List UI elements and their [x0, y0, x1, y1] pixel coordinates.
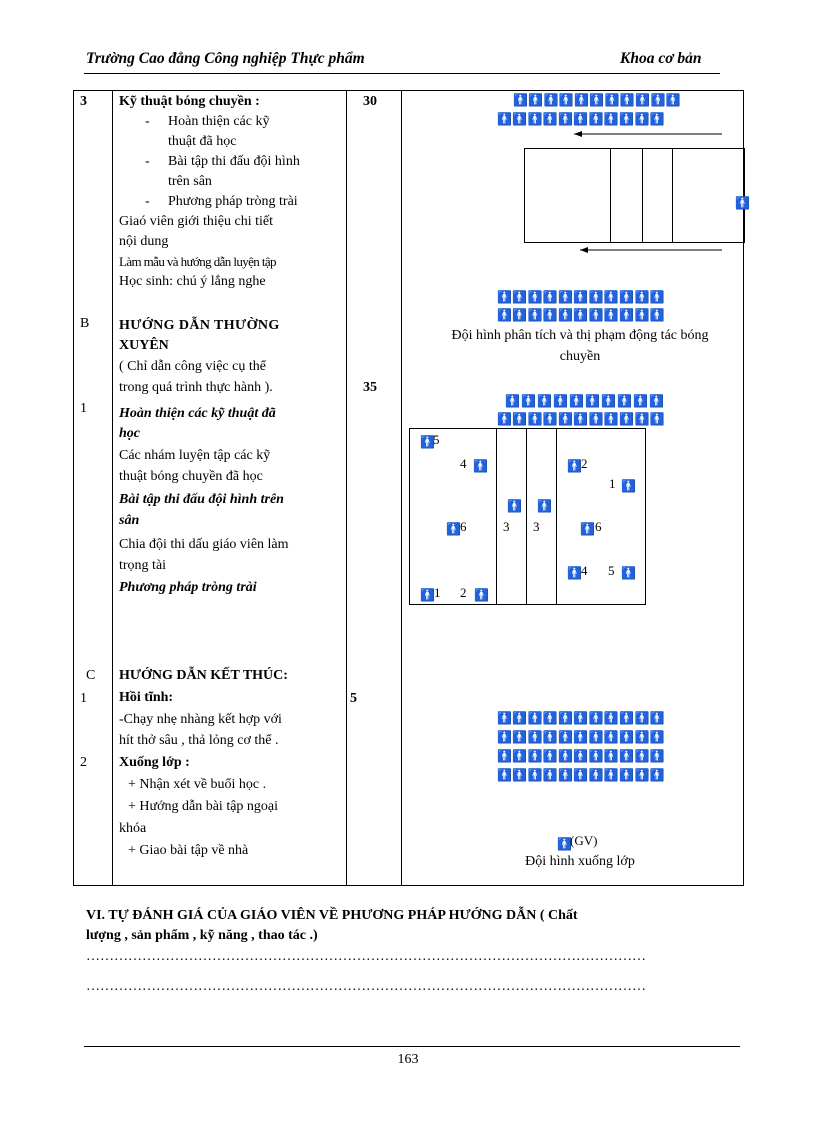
person-icon: 🚹	[497, 711, 512, 725]
person-icon: 🚹	[543, 93, 559, 107]
position-number: 1	[609, 476, 616, 491]
table-divider	[112, 91, 113, 885]
text-line: + Hướng dẫn bài tập ngoại	[128, 799, 279, 814]
row-number: 1	[80, 401, 87, 416]
person-icon: 🚹	[649, 749, 665, 763]
person-icon: 🚹	[649, 711, 665, 725]
person-icon: 🚹	[569, 394, 584, 408]
diagram-caption: Đội hình phân tích và thị phạm động tác bóng	[451, 328, 709, 343]
page-number: 163	[397, 1052, 419, 1067]
person-icon: 🚹	[634, 711, 650, 725]
person-icon: 🚹	[497, 749, 512, 763]
time-value: 5	[350, 691, 357, 706]
person-icon: 🚹	[521, 394, 536, 408]
section-title: Kỹ thuật bóng chuyền :	[119, 94, 260, 109]
person-icon: 🚹	[512, 112, 528, 126]
person-icon: 🚹	[634, 412, 650, 426]
person-icon: 🚹	[542, 730, 558, 744]
person-icon: 🚹	[573, 112, 589, 126]
text-line: trong quá trình thực hành ).	[119, 380, 273, 395]
formation-row	[497, 291, 665, 305]
item-title: Bài tập thi đấu đội hình trên	[119, 492, 284, 507]
list-item: Phương pháp tròng trài	[168, 194, 298, 209]
person-icon: 🚹	[420, 588, 435, 602]
person-icon: 🚹	[527, 730, 543, 744]
teacher-label: (GV)	[570, 833, 598, 848]
list-item: trên sân	[168, 174, 212, 189]
footer-rule	[84, 1046, 740, 1047]
position-number: 2	[460, 585, 467, 600]
person-icon: 🚹	[588, 730, 604, 744]
dotted-line: …………………………………………………………………………………………………………	[86, 979, 646, 994]
person-icon: 🚹	[634, 768, 650, 782]
person-icon: 🚹	[537, 394, 552, 408]
person-icon: 🚹	[588, 768, 604, 782]
person-icon: 🚹	[619, 290, 635, 304]
text-line: -Chạy nhẹ nhàng kết hợp với	[119, 712, 282, 727]
person-icon: 🚹	[619, 308, 635, 322]
position-number: 2	[581, 456, 588, 471]
section-title: XUYÊN	[119, 338, 169, 353]
diagram-caption: chuyền	[559, 349, 601, 364]
person-icon: 🚹	[621, 566, 636, 580]
arrow-head	[574, 131, 582, 137]
person-icon: 🚹	[580, 522, 595, 536]
person-icon: 🚹	[603, 730, 619, 744]
position-number: 3	[533, 519, 540, 534]
section-heading: VI. TỰ ĐÁNH GIÁ CỦA GIÁO VIÊN VỀ PHƯƠNG PHÁP HƯỚNG DẪN ( Chất	[86, 908, 578, 923]
person-icon: 🚹	[527, 290, 543, 304]
text-line: thuật bóng chuyền đã học	[119, 469, 263, 484]
table-divider	[401, 91, 402, 885]
person-icon: 🚹	[513, 93, 528, 107]
person-icon: 🚹	[558, 412, 574, 426]
person-icon: 🚹	[507, 499, 522, 513]
text-line: khóa	[119, 821, 147, 836]
person-icon: 🚹	[527, 112, 543, 126]
person-icon: 🚹	[619, 749, 635, 763]
list-item: Bài tập thi đấu đội hình	[168, 154, 300, 169]
row-letter: B	[80, 316, 90, 331]
person-icon: 🚹	[542, 768, 558, 782]
row-number: 2	[80, 755, 87, 770]
text-line: trọng tài	[119, 558, 167, 573]
person-icon: 🚹	[634, 749, 650, 763]
person-icon: 🚹	[527, 412, 543, 426]
formation-row	[513, 94, 681, 108]
sub-title: Xuống lớp :	[119, 755, 190, 770]
person-icon: 🚹	[497, 768, 512, 782]
time-value: 35	[363, 380, 377, 395]
text-line: + Giao bài tập về nhà	[128, 843, 249, 858]
text-line: Làm mẫu và hướng dẫn luyện tập	[119, 254, 276, 269]
item-title: sân	[119, 513, 140, 528]
person-icon: 🚹	[585, 394, 600, 408]
person-icon: 🚹	[603, 749, 619, 763]
row-letter: C	[86, 668, 96, 683]
person-icon: 🚹	[512, 711, 528, 725]
person-icon: 🚹	[649, 290, 665, 304]
row-number: 3	[80, 94, 87, 109]
person-icon: 🚹	[558, 730, 574, 744]
person-icon: 🚹	[649, 412, 665, 426]
formation-row	[497, 309, 665, 323]
person-icon: 🚹	[619, 730, 635, 744]
bullet-dash: -	[145, 114, 150, 129]
person-icon: 🚹	[542, 308, 558, 322]
bullet-dash: -	[145, 194, 150, 209]
person-icon: 🚹	[567, 459, 582, 473]
person-icon: 🚹	[573, 768, 589, 782]
person-icon: 🚹	[558, 93, 574, 107]
person-icon: 🚹	[542, 112, 558, 126]
person-icon: 🚹	[635, 93, 651, 107]
person-icon: 🚹	[588, 308, 604, 322]
person-icon: 🚹	[650, 93, 666, 107]
person-icon: 🚹	[603, 290, 619, 304]
person-icon: 🚹	[527, 749, 543, 763]
person-icon: 🚹	[633, 394, 648, 408]
header-rule	[84, 73, 720, 74]
position-number: 5	[433, 432, 440, 447]
time-value: 30	[363, 94, 377, 109]
person-icon: 🚹	[588, 749, 604, 763]
person-icon: 🚹	[512, 308, 528, 322]
person-icon: 🚹	[497, 290, 512, 304]
diagram-caption: Đội hình xuống lớp	[525, 854, 635, 869]
position-number: 4	[460, 456, 467, 471]
person-icon: 🚹	[553, 394, 568, 408]
list-item: thuật đã học	[168, 134, 237, 149]
person-icon: 🚹	[512, 412, 528, 426]
person-icon: 🚹	[634, 290, 650, 304]
person-icon: 🚹	[573, 711, 589, 725]
person-icon: 🚹	[649, 730, 665, 744]
list-item: Hoàn thiện các kỹ	[168, 114, 270, 129]
person-icon: 🚹	[603, 308, 619, 322]
person-icon: 🚹	[558, 112, 574, 126]
row-number: 1	[80, 691, 87, 706]
person-icon: 🚹	[619, 711, 635, 725]
dotted-line: …………………………………………………………………………………………………………	[86, 949, 646, 964]
person-icon: 🚹	[649, 112, 665, 126]
person-icon: 🚹	[603, 768, 619, 782]
text-line: Giaó viên giới thiệu chi tiết	[119, 214, 273, 229]
table-divider	[346, 91, 347, 885]
text-line: + Nhận xét về buổi học .	[128, 777, 267, 792]
person-icon: 🚹	[573, 290, 589, 304]
person-icon: 🚹	[649, 308, 665, 322]
formation-row	[497, 712, 665, 726]
bullet-dash: -	[145, 154, 150, 169]
person-icon: 🚹	[512, 768, 528, 782]
person-icon: 🚹	[558, 308, 574, 322]
person-icon: 🚹	[474, 588, 489, 602]
person-icon: 🚹	[573, 749, 589, 763]
item-title: học	[119, 426, 140, 441]
position-number: 1	[434, 585, 441, 600]
formation-row	[497, 750, 665, 764]
teacher-icon: 🚹	[557, 837, 572, 851]
person-icon: 🚹	[567, 566, 582, 580]
formation-row	[505, 395, 665, 409]
section-title: HƯỚNG DẪN KẾT THÚC:	[119, 668, 288, 683]
text-line: Học sinh: chú ý lắng nghe	[119, 274, 266, 289]
person-icon: 🚹	[558, 749, 574, 763]
person-icon: 🚹	[619, 93, 635, 107]
text-line: hít thở sâu , thả lỏng cơ thể .	[119, 733, 279, 748]
item-title: Hoàn thiện các kỹ thuật đã	[119, 406, 276, 421]
item-title: Phương pháp tròng trài	[119, 580, 257, 595]
person-icon: 🚹	[634, 730, 650, 744]
text-line: ( Chỉ dẫn công việc cụ thể	[119, 359, 266, 374]
text-line: Chia đội thi dấu giáo viên làm	[119, 537, 289, 552]
position-number: 6	[460, 519, 467, 534]
person-icon: 🚹	[619, 112, 635, 126]
person-icon: 🚹	[589, 93, 605, 107]
person-icon: 🚹	[542, 412, 558, 426]
person-icon: 🚹	[603, 112, 619, 126]
position-number: 4	[581, 563, 588, 578]
person-icon: 🚹	[621, 479, 636, 493]
person-icon: 🚹	[527, 768, 543, 782]
position-number: 3	[503, 519, 510, 534]
person-icon: 🚹	[446, 522, 461, 536]
school-name: Trường Cao đẳng Công nghiệp Thực phẩm	[86, 50, 365, 67]
person-icon: 🚹	[573, 730, 589, 744]
person-icon: 🚹	[558, 711, 574, 725]
formation-row	[497, 113, 665, 127]
text-line: nội dung	[119, 234, 169, 249]
person-icon: 🚹	[588, 112, 604, 126]
person-icon: 🚹	[497, 412, 512, 426]
person-icon: 🚹	[497, 112, 512, 126]
person-icon: 🚹	[527, 308, 543, 322]
person-icon: 🚹	[497, 308, 512, 322]
person-icon: 🚹	[573, 308, 589, 322]
person-icon: 🚹	[505, 394, 520, 408]
person-icon: 🚹	[542, 749, 558, 763]
person-icon: 🚹	[542, 711, 558, 725]
person-icon: 🚹	[420, 435, 435, 449]
faculty-name: Khoa cơ bản	[620, 50, 702, 67]
person-icon: 🚹	[588, 290, 604, 304]
person-icon: 🚹	[601, 394, 616, 408]
person-icon: 🚹	[528, 93, 544, 107]
arrow-head	[580, 247, 588, 253]
person-icon: 🚹	[735, 196, 750, 210]
section-heading: lượng , sản phẩm , kỹ năng , thao tác .)	[86, 928, 318, 943]
person-icon: 🚹	[634, 112, 650, 126]
demo-court	[520, 126, 750, 258]
person-icon: 🚹	[588, 412, 604, 426]
person-icon: 🚹	[512, 749, 528, 763]
person-icon: 🚹	[542, 290, 558, 304]
person-icon: 🚹	[619, 412, 635, 426]
text-line: Các nhám luyện tập các kỹ	[119, 448, 271, 463]
person-icon: 🚹	[617, 394, 632, 408]
person-icon: 🚹	[588, 711, 604, 725]
person-icon: 🚹	[558, 290, 574, 304]
section-title: HƯỚNG DẪN THƯỜNG	[119, 318, 280, 333]
sub-title: Hồi tĩnh:	[119, 690, 174, 705]
position-number: 6	[595, 519, 602, 534]
position-number: 5	[608, 563, 615, 578]
person-icon: 🚹	[649, 768, 665, 782]
formation-row	[497, 769, 665, 783]
person-icon: 🚹	[603, 412, 619, 426]
person-icon: 🚹	[537, 499, 552, 513]
person-icon: 🚹	[604, 93, 620, 107]
formation-row	[497, 731, 665, 745]
person-icon: 🚹	[512, 290, 528, 304]
person-icon: 🚹	[603, 711, 619, 725]
person-icon: 🚹	[574, 93, 590, 107]
person-icon: 🚹	[558, 768, 574, 782]
person-icon: 🚹	[619, 768, 635, 782]
person-icon: 🚹	[473, 459, 488, 473]
person-icon: 🚹	[665, 93, 681, 107]
person-icon: 🚹	[634, 308, 650, 322]
person-icon: 🚹	[649, 394, 664, 408]
person-icon: 🚹	[497, 730, 512, 744]
person-icon: 🚹	[512, 730, 528, 744]
person-icon: 🚹	[573, 412, 589, 426]
court-outline	[525, 149, 745, 243]
person-icon: 🚹	[527, 711, 543, 725]
